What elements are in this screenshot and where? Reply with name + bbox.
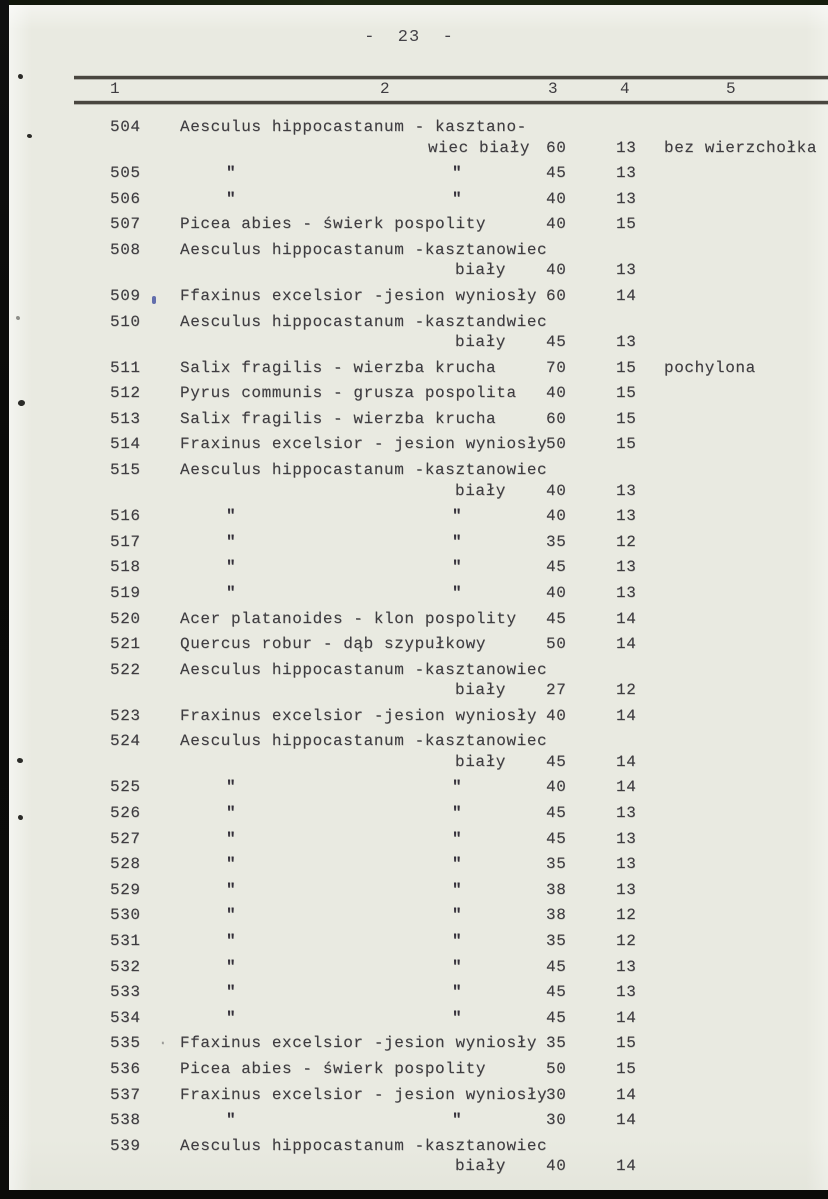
height-value: 40: [546, 215, 567, 234]
species-name: Aesculus hippocastanum -kasztanowiec: [180, 732, 548, 751]
ink-speck: [17, 758, 23, 763]
row-number: 537: [110, 1085, 141, 1104]
ditto-mark: ″: [226, 189, 237, 208]
table-row: [0, 983, 828, 1009]
table-row-continuation: [0, 333, 828, 359]
diameter-value: 13: [616, 261, 637, 280]
ditto-mark: ″: [452, 507, 463, 526]
diameter-value: 13: [616, 481, 637, 500]
height-value: 30: [546, 1111, 567, 1130]
diameter-value: 13: [616, 558, 637, 577]
table-row: [0, 707, 828, 733]
table-row-continuation: [0, 482, 828, 508]
table-row: [0, 215, 828, 241]
ditto-mark: ″: [226, 829, 237, 848]
species-name: Salix fragilis - wierzba krucha: [180, 409, 497, 428]
diameter-value: 13: [616, 855, 637, 874]
species-name: Fraxinus excelsior - jesion wyniosły: [180, 435, 548, 454]
table-row: [0, 507, 828, 533]
height-value: 60: [546, 409, 567, 428]
diameter-value: 14: [616, 706, 637, 725]
row-number: 510: [110, 312, 141, 331]
table-row: [0, 830, 828, 856]
ditto-mark: ″: [226, 855, 237, 874]
diameter-value: 12: [616, 532, 637, 551]
diameter-value: 14: [616, 609, 637, 628]
diameter-value: 13: [616, 957, 637, 976]
species-name: Ffaxinus excelsior -jesion wyniosły: [180, 1034, 538, 1053]
species-name: Fraxinus excelsior -jesion wyniosły: [180, 706, 538, 725]
diameter-value: 13: [616, 983, 637, 1002]
row-number: 508: [110, 240, 141, 259]
row-number: 515: [110, 461, 141, 480]
table-row-continuation: [0, 753, 828, 779]
column-header-2: 2: [380, 80, 390, 98]
diameter-value: 13: [616, 333, 637, 352]
table-row: [0, 164, 828, 190]
table-row: [0, 584, 828, 610]
diameter-value: 14: [616, 752, 637, 771]
row-number: 523: [110, 706, 141, 725]
species-name-continuation: biały: [455, 752, 507, 771]
row-number: 530: [110, 906, 141, 925]
row-number: 512: [110, 384, 141, 403]
ditto-mark: ″: [226, 957, 237, 976]
row-number: 527: [110, 829, 141, 848]
height-value: 45: [546, 983, 567, 1002]
diameter-value: 15: [616, 1034, 637, 1053]
height-value: 40: [546, 384, 567, 403]
species-name-continuation: biały: [455, 1157, 507, 1176]
table-body: [0, 118, 828, 1183]
row-number: 521: [110, 635, 141, 654]
table-row-continuation: [0, 261, 828, 287]
diameter-value: 12: [616, 932, 637, 951]
species-name: Picea abies - świerk pospolity: [180, 215, 487, 234]
ditto-mark: ″: [226, 983, 237, 1002]
diameter-value: 15: [616, 358, 637, 377]
ditto-mark: ″: [452, 829, 463, 848]
diameter-value: 14: [616, 286, 637, 305]
table-row: [0, 190, 828, 216]
ditto-mark: ″: [226, 583, 237, 602]
row-number: 525: [110, 778, 141, 797]
table-row: [0, 313, 828, 334]
row-number: 528: [110, 855, 141, 874]
row-number: 526: [110, 804, 141, 823]
height-value: 35: [546, 532, 567, 551]
height-value: 50: [546, 635, 567, 654]
ditto-mark: ″: [452, 880, 463, 899]
height-value: 40: [546, 706, 567, 725]
diameter-value: 14: [616, 1111, 637, 1130]
ditto-mark: ″: [226, 164, 237, 183]
row-number: 524: [110, 732, 141, 751]
row-number: 538: [110, 1111, 141, 1130]
diameter-value: 14: [616, 778, 637, 797]
ditto-mark: ″: [226, 1111, 237, 1130]
diameter-value: 15: [616, 409, 637, 428]
species-name-continuation: biały: [455, 481, 507, 500]
table-row: [0, 958, 828, 984]
row-number: 539: [110, 1136, 141, 1155]
height-value: 40: [546, 583, 567, 602]
ditto-mark: ″: [226, 778, 237, 797]
height-value: 45: [546, 1008, 567, 1027]
ditto-mark: ″: [452, 906, 463, 925]
table-row: [0, 1111, 828, 1137]
height-value: 45: [546, 333, 567, 352]
diameter-value: 12: [616, 681, 637, 700]
height-value: 45: [546, 609, 567, 628]
row-number: 518: [110, 558, 141, 577]
diameter-value: 15: [616, 384, 637, 403]
table-row: [0, 778, 828, 804]
stray-mark: ·: [158, 1034, 169, 1053]
row-number: 516: [110, 507, 141, 526]
row-number: 535: [110, 1034, 141, 1053]
scan-edge-top: [0, 0, 828, 5]
row-number: 520: [110, 609, 141, 628]
species-name: Aesculus hippocastanum - kasztano-: [180, 118, 527, 136]
row-number: 534: [110, 1008, 141, 1027]
column-header-3: 3: [548, 80, 558, 98]
table-row: [0, 461, 828, 482]
table-row: [0, 932, 828, 958]
row-number: 505: [110, 164, 141, 183]
ditto-mark: ″: [452, 164, 463, 183]
diameter-value: 14: [616, 1157, 637, 1176]
table-row: [0, 533, 828, 559]
height-value: 27: [546, 681, 567, 700]
row-number: 536: [110, 1060, 141, 1078]
height-value: 40: [546, 189, 567, 208]
ditto-mark: ″: [452, 532, 463, 551]
ditto-mark: ″: [452, 583, 463, 602]
species-name-continuation: biały: [455, 681, 507, 700]
diameter-value: 13: [616, 507, 637, 526]
column-header-5: 5: [726, 80, 736, 98]
ditto-mark: ″: [226, 507, 237, 526]
height-value: 45: [546, 957, 567, 976]
height-value: 45: [546, 804, 567, 823]
ink-speck: [27, 134, 32, 138]
height-value: 50: [546, 435, 567, 454]
ditto-mark: ″: [452, 932, 463, 951]
table-row: [0, 287, 828, 313]
ditto-mark: ″: [226, 880, 237, 899]
table-row: [0, 1060, 828, 1086]
ditto-mark: ″: [452, 1111, 463, 1130]
row-number: 532: [110, 957, 141, 976]
row-number: 507: [110, 215, 141, 234]
table-column-headers: [0, 80, 828, 100]
height-value: 60: [546, 286, 567, 305]
species-name: Ffaxinus excelsior -jesion wyniosły: [180, 286, 538, 305]
species-name: Aesculus hippocastanum -kasztanowiec: [180, 1136, 548, 1155]
remark: bez wierzchołka: [664, 138, 818, 157]
species-name: Quercus robur - dąb szypułkowy: [180, 635, 487, 654]
height-value: 40: [546, 1157, 567, 1176]
height-value: 45: [546, 164, 567, 183]
height-value: 40: [546, 778, 567, 797]
diameter-value: 12: [616, 906, 637, 925]
row-number: 519: [110, 583, 141, 602]
table-row: [0, 610, 828, 636]
height-value: 40: [546, 261, 567, 280]
row-number: 513: [110, 409, 141, 428]
diameter-value: 13: [616, 880, 637, 899]
row-number: 504: [110, 118, 141, 136]
species-name: Salix fragilis - wierzba krucha: [180, 358, 497, 377]
diameter-value: 14: [616, 1085, 637, 1104]
ink-speck: [16, 316, 20, 320]
height-value: 35: [546, 932, 567, 951]
table-row: [0, 558, 828, 584]
table-row: [0, 118, 828, 139]
ditto-mark: ″: [452, 983, 463, 1002]
row-number: 517: [110, 532, 141, 551]
table-row-continuation: [0, 681, 828, 707]
height-value: 45: [546, 752, 567, 771]
remark: pochylona: [664, 358, 756, 377]
table-row-continuation: [0, 139, 828, 165]
ditto-mark: ″: [452, 1008, 463, 1027]
page-number: - 23 -: [364, 28, 454, 47]
ditto-mark: ″: [452, 957, 463, 976]
species-name: Aesculus hippocastanum -kasztandwiec: [180, 312, 548, 331]
ink-speck: [18, 74, 23, 79]
table-row: [0, 1137, 828, 1158]
ditto-mark: ″: [452, 778, 463, 797]
table-row: [0, 435, 828, 461]
height-value: 30: [546, 1085, 567, 1104]
ditto-mark: ″: [452, 855, 463, 874]
species-name: Picea abies - świerk pospolity: [180, 1060, 487, 1078]
ditto-mark: ″: [226, 558, 237, 577]
height-value: 35: [546, 1034, 567, 1053]
row-number: 531: [110, 932, 141, 951]
scan-edge-bottom: [0, 1190, 828, 1199]
diameter-value: 13: [616, 138, 637, 157]
species-name: Pyrus communis - grusza pospolita: [180, 384, 517, 403]
diameter-value: 13: [616, 804, 637, 823]
table-row: [0, 732, 828, 753]
height-value: 40: [546, 507, 567, 526]
height-value: 35: [546, 855, 567, 874]
table-row: [0, 635, 828, 661]
ditto-mark: ″: [226, 906, 237, 925]
table-row: [0, 410, 828, 436]
table-row: [0, 881, 828, 907]
table-row: [0, 1009, 828, 1035]
species-name-continuation: biały: [455, 261, 507, 280]
table-rule-top: [74, 76, 828, 79]
ditto-mark: ″: [452, 558, 463, 577]
height-value: 40: [546, 481, 567, 500]
table-row: [0, 1034, 828, 1060]
height-value: 45: [546, 558, 567, 577]
table-row-continuation: [0, 1157, 828, 1183]
table-row: [0, 384, 828, 410]
column-header-1: 1: [110, 80, 120, 98]
height-value: 45: [546, 829, 567, 848]
row-number: 529: [110, 880, 141, 899]
table-row: [0, 804, 828, 830]
row-number: 511: [110, 358, 141, 377]
ink-speck: [18, 815, 23, 820]
table-row: [0, 359, 828, 385]
ditto-mark: ″: [226, 804, 237, 823]
ditto-mark: ″: [452, 189, 463, 208]
table-row: [0, 1086, 828, 1112]
species-name: Aesculus hippocastanum -kasztanowiec: [180, 660, 548, 679]
species-name: Fraxinus excelsior - jesion wyniosły: [180, 1085, 548, 1104]
row-number: 514: [110, 435, 141, 454]
scan-edge-left: [0, 0, 9, 1199]
diameter-value: 14: [616, 1008, 637, 1027]
blue-ink-mark: [152, 296, 156, 304]
species-name: Aesculus hippocastanum -kasztanowiec: [180, 240, 548, 259]
table-row: [0, 661, 828, 682]
diameter-value: 15: [616, 1060, 637, 1078]
table-row: [0, 906, 828, 932]
height-value: 38: [546, 880, 567, 899]
diameter-value: 13: [616, 829, 637, 848]
ditto-mark: ″: [226, 932, 237, 951]
species-name: Acer platanoides - klon pospolity: [180, 609, 517, 628]
diameter-value: 15: [616, 215, 637, 234]
height-value: 70: [546, 358, 567, 377]
species-name-continuation: wiec biały: [428, 138, 531, 157]
height-value: 60: [546, 138, 567, 157]
column-header-4: 4: [620, 80, 630, 98]
table-rule-bottom: [74, 101, 828, 104]
species-name: Aesculus hippocastanum -kasztanowiec: [180, 461, 548, 480]
ditto-mark: ″: [226, 1008, 237, 1027]
row-number: 522: [110, 660, 141, 679]
table-row: [0, 241, 828, 262]
ditto-mark: ″: [452, 804, 463, 823]
height-value: 38: [546, 906, 567, 925]
diameter-value: 14: [616, 635, 637, 654]
diameter-value: 15: [616, 435, 637, 454]
diameter-value: 13: [616, 583, 637, 602]
row-number: 509: [110, 286, 141, 305]
height-value: 50: [546, 1060, 567, 1078]
species-name-continuation: biały: [455, 333, 507, 352]
ditto-mark: ″: [226, 532, 237, 551]
diameter-value: 13: [616, 189, 637, 208]
row-number: 533: [110, 983, 141, 1002]
diameter-value: 13: [616, 164, 637, 183]
row-number: 506: [110, 189, 141, 208]
table-row: [0, 855, 828, 881]
